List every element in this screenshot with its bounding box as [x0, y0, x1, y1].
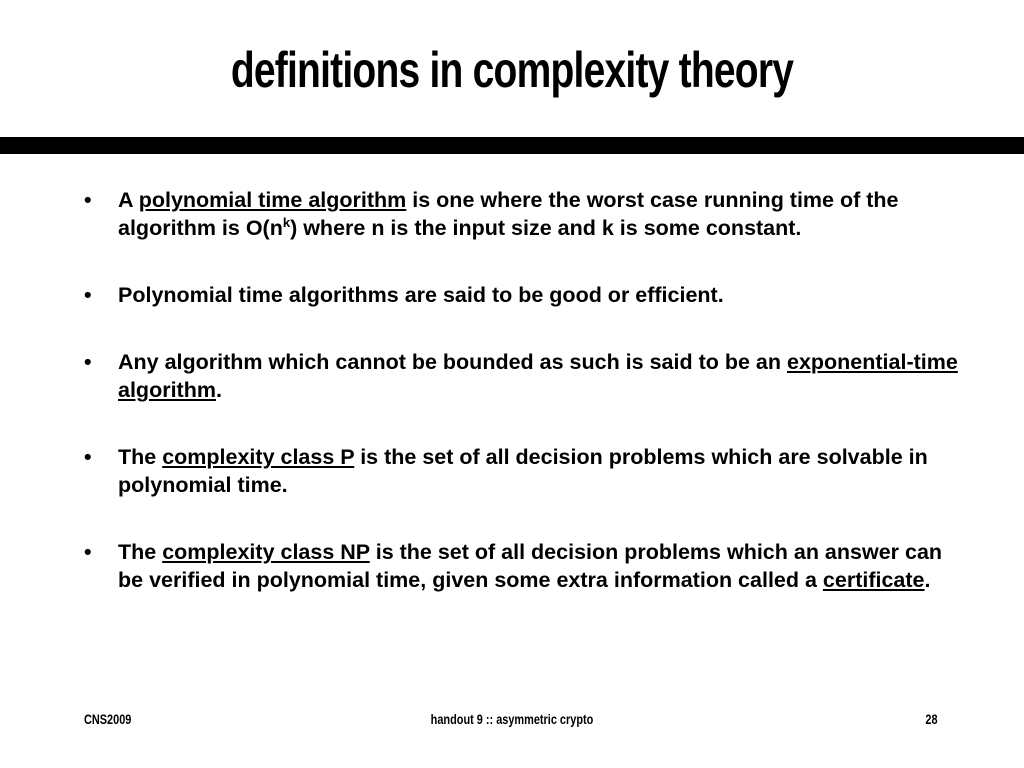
bullet-text: is the set of all decision problems which an answer can be verified in polynomial time, given some extra information called a [118, 540, 943, 592]
bullet-marker: • [84, 540, 92, 564]
bullet-text: . [215, 378, 222, 402]
bullet-class-np [84, 538, 964, 594]
bullet-text: . [924, 568, 931, 592]
bullet-text: The [118, 445, 163, 469]
bullet-text: A [118, 188, 139, 212]
bullet-marker: • [84, 188, 92, 212]
term-complexity-class-p: complexity class P [162, 445, 355, 469]
superscript-k: k [282, 215, 291, 230]
bullet-text: is the set of all decision problems which are solvable in polynomial time. [118, 445, 928, 497]
term-complexity-class-np: complexity class NP [162, 540, 370, 564]
bullet-text: ) where n is the input size and k is some constant. [290, 216, 802, 240]
bullet-list [84, 186, 964, 594]
bullet-text: Any algorithm which cannot be bounded as such is said to be an [118, 350, 787, 374]
bullet-polynomial-time [84, 186, 964, 242]
footer-page-number: 28 [925, 711, 938, 727]
slide-title: definitions in complexity theory [230, 42, 794, 98]
bullet-text: is one where the worst case running time of the algorithm is O(n [118, 188, 899, 240]
bullet-text: The [118, 540, 163, 564]
footer-course: CNS2009 [84, 711, 132, 727]
bullet-marker: • [84, 350, 92, 374]
term-exponential-time-algorithm: exponential-time algorithm [118, 350, 958, 402]
term-polynomial-time-algorithm: polynomial time algorithm [138, 188, 407, 212]
bullet-text: Polynomial time algorithms are said to be good or efficient. [118, 283, 724, 307]
bullet-class-p [84, 443, 964, 499]
bullet-marker: • [84, 445, 92, 469]
bullet-marker: • [84, 283, 92, 307]
bullet-exponential-time [84, 348, 964, 404]
term-certificate: certificate [822, 568, 925, 592]
footer-handout: handout 9 :: asymmetric crypto [430, 711, 594, 727]
title-divider [0, 137, 1024, 154]
bullet-efficient [84, 281, 964, 309]
